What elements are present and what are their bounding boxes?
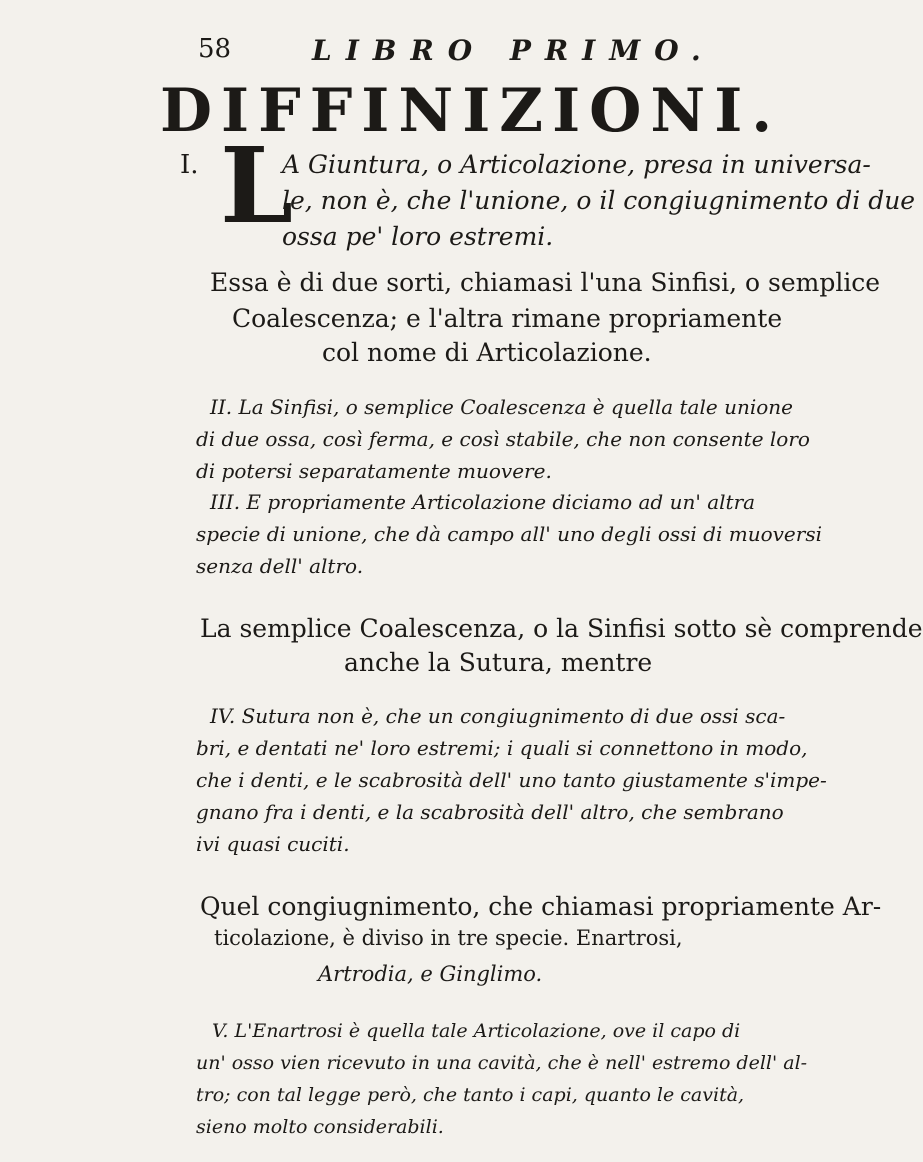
text-line: le, non è, che l'unione, o il congiugnimento di due bbox=[282, 186, 916, 215]
text-line: tro; con tal legge però, che tanto i capi, quanto le cavità, bbox=[196, 1084, 745, 1106]
text-line: che i denti, e le scabrosità dell' uno tanto giustamente s'impe- bbox=[196, 768, 827, 792]
drop-cap: L bbox=[220, 124, 294, 247]
text-line: ticolazione, è diviso in tre specie. Enartrosi, bbox=[214, 926, 683, 950]
text-line: Artrodia, e Ginglimo. bbox=[318, 962, 543, 986]
text-line: col nome di Articolazione. bbox=[322, 338, 652, 367]
text-line: Coalescenza; e l'altra rimane propriamente bbox=[232, 304, 783, 333]
page-header bbox=[0, 34, 800, 74]
text-line: un' osso vien ricevuto in una cavità, che è nell' estremo dell' al- bbox=[196, 1052, 808, 1074]
text-line: A Giuntura, o Articolazione, presa in universa- bbox=[282, 150, 871, 179]
text-line: Quel congiugnimento, che chiamasi propriamente Ar- bbox=[200, 892, 882, 921]
text-line: IV. Sutura non è, che un congiugnimento di due ossi sca- bbox=[210, 704, 786, 728]
text-line: senza dell' altro. bbox=[196, 554, 364, 578]
text-line: anche la Sutura, mentre bbox=[344, 648, 653, 677]
running-title: LIBRO PRIMO. bbox=[312, 34, 715, 67]
section-heading: DIFFINIZIONI. bbox=[160, 76, 782, 146]
text-line: ivi quasi cuciti. bbox=[196, 832, 350, 856]
text-line: ossa pe' loro estremi. bbox=[282, 222, 554, 251]
page-number: 58 bbox=[198, 34, 232, 64]
text-line: bri, e dentati ne' loro estremi; i quali si connettono in modo, bbox=[196, 736, 808, 760]
text-line: V. L'Enartrosi è quella tale Articolazione, ove il capo di bbox=[212, 1020, 741, 1042]
text-line: La semplice Coalescenza, o la Sinfisi sotto sè comprende bbox=[200, 614, 923, 643]
text-line: II. La Sinfisi, o semplice Coalescenza è quella tale unione bbox=[210, 395, 793, 419]
definition-number: I. bbox=[180, 150, 199, 180]
text-line: specie di unione, che dà campo all' uno degli ossi di muoversi bbox=[196, 522, 822, 546]
text-line: di due ossa, così ferma, e così stabile, che non consente loro bbox=[196, 427, 810, 451]
text-line: III. E propriamente Articolazione diciamo ad un' altra bbox=[210, 490, 756, 514]
text-line: di potersi separatamente muovere. bbox=[196, 459, 552, 483]
text-line: sieno molto considerabili. bbox=[196, 1116, 444, 1138]
text-line: Essa è di due sorti, chiamasi l'una Sinfisi, o semplice bbox=[210, 268, 881, 297]
text-line: gnano fra i denti, e la scabrosità dell' altro, che sembrano bbox=[196, 800, 784, 824]
